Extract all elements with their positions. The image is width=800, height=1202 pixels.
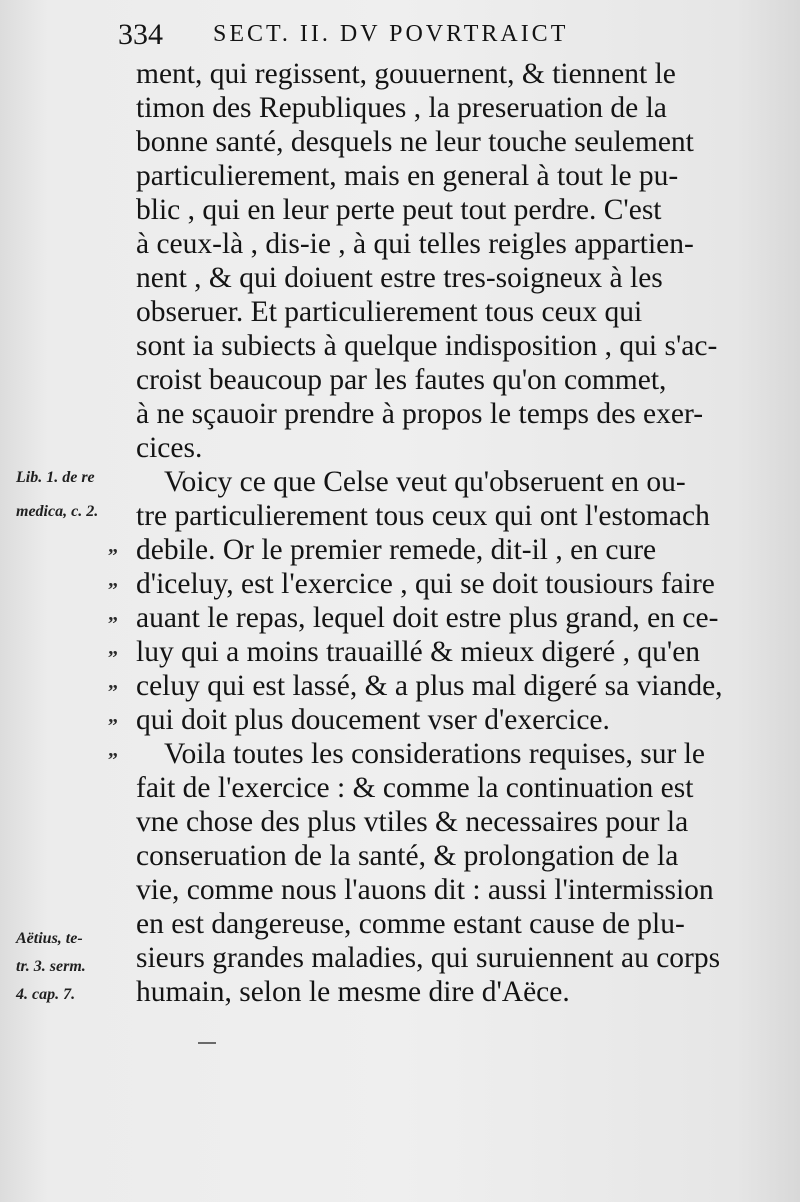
quote-mark: „ [108, 705, 118, 727]
text-line: conseruation de la santé, & prolongation de la [136, 840, 679, 872]
quote-mark: „ [108, 603, 118, 625]
text-line: obseruer. Et particulierement tous ceux qui [136, 296, 643, 328]
margin-note-line: Lib. 1. de re [16, 469, 95, 486]
quoted-line: qui doit plus doucement vser d'exercice. [136, 704, 610, 736]
text-line: humain, selon le mesme dire d'Aëce. [136, 976, 570, 1008]
quote-mark: „ [108, 739, 118, 761]
text-line: croist beaucoup par les fautes qu'on commet, [136, 364, 667, 396]
text-line: bonne santé, desquels ne leur touche seulement [136, 126, 694, 158]
text-line: sieurs grandes maladies, qui suruiennent au corps [136, 942, 721, 974]
text-line: en est dangereuse, comme estant cause de plu- [136, 908, 685, 940]
printer-mark [198, 1042, 216, 1044]
text-line: ment, qui regissent, gouuernent, & tiennent le [136, 58, 676, 90]
quoted-line: auant le repas, lequel doit estre plus grand, en ce- [136, 602, 719, 634]
text-line: nent , & qui doiuent estre tres-soigneux à les [136, 262, 663, 294]
quoted-line: celuy qui est lassé, & a plus mal digeré sa viande, [136, 670, 723, 702]
paragraph-start-line: Voila toutes les considerations requises, sur le [164, 738, 706, 770]
text-line: tre particulierement tous ceux qui ont l'estomach [136, 500, 710, 532]
page-header [118, 18, 738, 58]
quote-mark: „ [108, 671, 118, 693]
text-line: fait de l'exercice : & comme la continuation est [136, 772, 694, 804]
text-line: particulierement, mais en general à tout le pu- [136, 160, 679, 192]
text-line: cices. [136, 432, 203, 464]
text-line: à ceux-là , dis-ie , à qui telles reigles appartien- [136, 228, 694, 260]
quote-mark: „ [108, 569, 118, 591]
margin-note-line: tr. 3. serm. [16, 958, 86, 975]
text-line: vie, comme nous l'auons dit : aussi l'intermission [136, 874, 714, 906]
margin-note-celsus [16, 461, 134, 529]
text-line: vne chose des plus vtiles & necessaires pour la [136, 806, 689, 838]
text-line: blic , qui en leur perte peut tout perdre. C'est [136, 194, 662, 226]
paragraph-start-line: Voicy ce que Celse veut qu'obseruent en ou- [164, 466, 686, 498]
margin-note-line: 4. cap. 7. [16, 986, 76, 1003]
margin-note-line: Aëtius, te- [16, 930, 83, 947]
main-text [136, 57, 736, 1009]
text-line: à ne sçauoir prendre à propos le temps des exer- [136, 398, 704, 430]
quote-mark: „ [108, 637, 118, 659]
quote-mark: „ [108, 535, 118, 557]
quotation-marks [108, 529, 134, 767]
text-line: timon des Republiques , la preseruation de la [136, 92, 667, 124]
text-line: sont ia subiects à quelque indisposition , qui s'ac- [136, 330, 718, 362]
quoted-line: luy qui a moins trauaillé & mieux digeré , qu'en [136, 636, 701, 668]
margin-note-line: medica, c. 2. [16, 503, 99, 520]
margin-note-aetius [16, 925, 134, 1009]
running-head: SECT. II. DV POVRTRAICT [213, 21, 569, 47]
quoted-line: debile. Or le premier remede, dit-il , en cure [136, 534, 657, 566]
page-number: 334 [118, 18, 163, 51]
quoted-line: d'iceluy, est l'exercice , qui se doit tousiours faire [136, 568, 715, 600]
